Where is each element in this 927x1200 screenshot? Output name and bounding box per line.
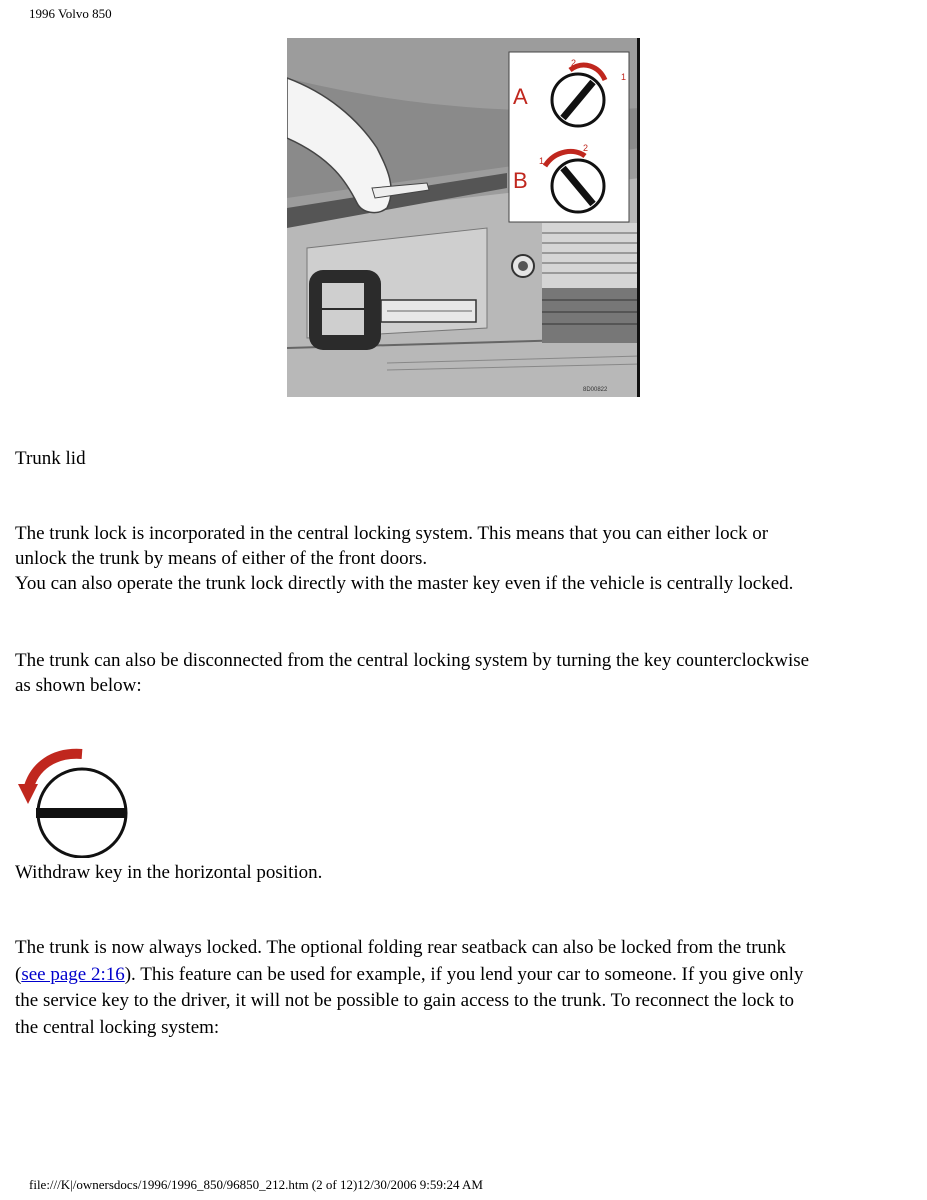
paragraph-disconnect — [15, 648, 915, 698]
para4-open-paren: ( — [15, 963, 22, 985]
figure-lock-b-step-2: 2 — [583, 143, 589, 153]
document-footer-path: file:///K|/ownersdocs/1996/1996_850/96850_212.htm (2 of 12)12/30/2006 9:59:24 AM — [29, 1177, 483, 1192]
see-page-link[interactable]: see page 2:16 — [21, 963, 125, 985]
para1-line1: The trunk lock is incorporated in the central locking system. This means that you can either lock or — [15, 523, 769, 544]
paragraph-central-locking — [15, 521, 915, 596]
figure-lock-a-step-2: 2 — [571, 58, 577, 68]
figure-label-a: A — [513, 84, 528, 109]
figure-label-b: B — [513, 168, 528, 193]
figure-code: 8D00822 — [583, 387, 608, 393]
para4-line3: the service key to the driver, it will not be possible to gain access to the trunk. To reconnect the lock to — [15, 990, 794, 1011]
figure-lock-a-step-1: 1 — [621, 72, 627, 82]
para4-line1: The trunk is now always locked. The optional folding rear seatback can also be locked from the trunk — [15, 937, 787, 958]
para1-line3: You can also operate the trunk lock directly with the master key even if the vehicle is centrally locked. — [15, 573, 794, 594]
para4-line4: the central locking system: — [15, 1016, 220, 1038]
para2-line2: as shown below: — [15, 675, 142, 696]
para4-line2-rest: ). This feature can be used for example, if you lend your car to someone. If you give only — [124, 963, 804, 985]
trunk-lid-illustration — [287, 38, 640, 397]
document-header-title: 1996 Volvo 850 — [29, 6, 112, 21]
paragraph-withdraw-key: Withdraw key in the horizontal position. — [15, 862, 323, 883]
paragraph-always-locked — [15, 935, 915, 1041]
lock-horizontal-icon — [14, 748, 132, 858]
figure-lock-b-step-1: 1 — [539, 156, 545, 166]
section-heading: Trunk lid — [15, 448, 86, 469]
para2-line1: The trunk can also be disconnected from the central locking system by turning the key counterclockwise — [15, 650, 810, 671]
para1-line2: unlock the trunk by means of either of the front doors. — [15, 548, 428, 569]
